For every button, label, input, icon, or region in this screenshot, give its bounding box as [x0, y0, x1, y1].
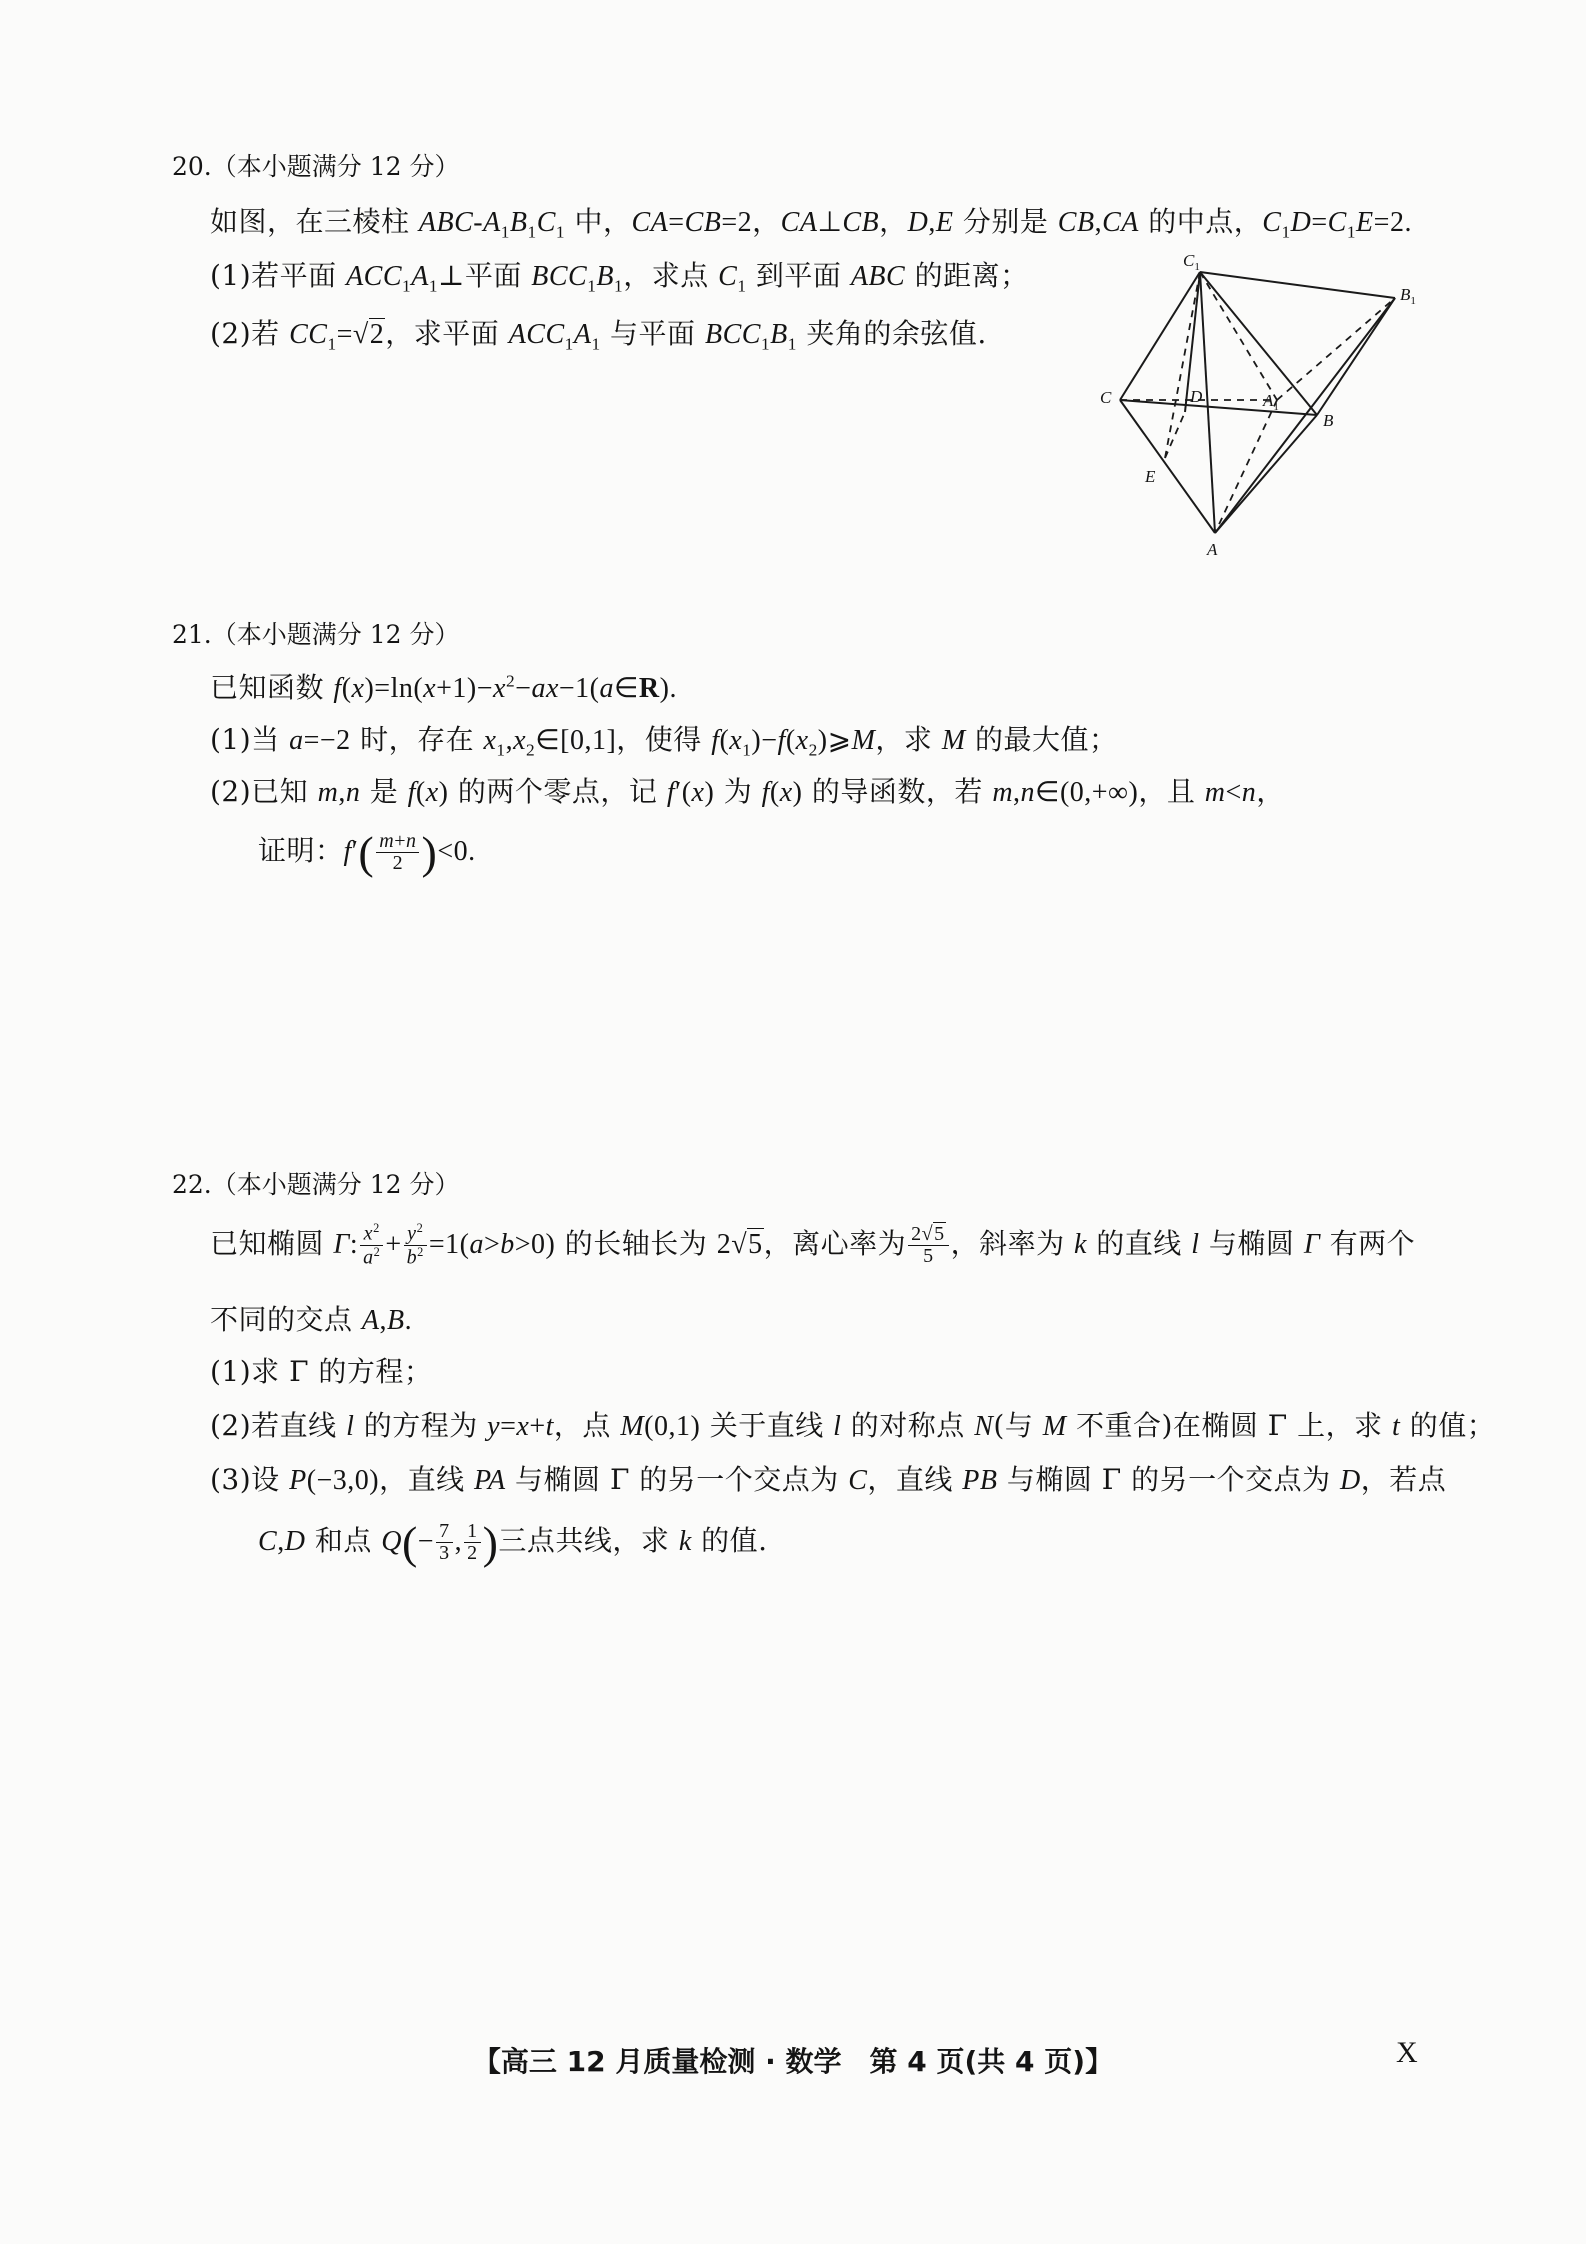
- part-1: (1)当 a=−2 时，存在 $x_1,x_2\in[0,1]$，使得 $f(x_1)-f(x_2)⩾M$，求 M 的最大值；: [210, 723, 1118, 760]
- edge-b1b: [1317, 298, 1395, 415]
- label-a1: $A_1$: [1263, 391, 1279, 413]
- label-d: D: [1190, 387, 1203, 406]
- question-stem-cont: 不同的交点 A,B.: [210, 1303, 413, 1336]
- part-1: (1)求 Γ 的方程；: [210, 1355, 433, 1388]
- question-stem: 如图，在三棱柱 ABC-$A_1B_1C_1$ 中，CA=CB=2，CA⊥CB，D,E 分别是 CB,CA 的中点，$C_1D=C_1E=2$.: [210, 205, 1412, 242]
- part-2: (2)若 $CC_1=√2$，求平面 $ACC_1A_1$ 与平面 $BCC_1B_1$ 夹角的余弦值.: [210, 317, 987, 354]
- question-header: 20.（本小题满分 12 分）: [172, 152, 460, 181]
- question-stem: 已知椭圆 Γ: $\frac{x^2}{a^2}$ + $\frac{y^2}{b^2}$ =1(a>b>0) 的长轴长为 2√5，离心率为 $\frac{2√5}{5}$ ，斜率为 k 的直线 l 与椭圆 Γ 有两个: [210, 1221, 1416, 1269]
- part-1: (1)若平面 $ACC_1A_1\perp$平面 $BCC_1B_1$，求点 $C_1$ 到平面 ABC 的距离；: [210, 259, 1029, 296]
- edge-ca: [1120, 400, 1215, 533]
- version-mark: X: [1396, 2036, 1418, 2069]
- label-c1: $C_1$: [1183, 251, 1200, 273]
- proof-statement: 证明：f′( $\frac{m+n}{2}$ )<0.: [258, 827, 476, 878]
- prism-diagram: [1095, 250, 1425, 560]
- question-stem: 已知函数 $f(x)=\ln(x+1)-x^2-ax-1(a\in R)$.: [210, 671, 677, 704]
- label-c: C: [1100, 388, 1112, 407]
- page-footer: 【高三 12 月质量检测 · 数学 第 4 页(共 4 页)】: [472, 2045, 1114, 2078]
- edge-b1a: [1215, 298, 1395, 533]
- question-header: 21.（本小题满分 12 分）: [172, 620, 460, 649]
- edge-c1a1: [1200, 272, 1277, 400]
- label-b: B: [1323, 411, 1334, 430]
- edge-c1b1: [1200, 272, 1395, 298]
- question-header: 22.（本小题满分 12 分）: [172, 1170, 460, 1199]
- part-3-cont: C,D 和点 Q(− $\frac{7}{3}$ , $\frac{1}{2}$ )三点共线，求 k 的值.: [258, 1517, 768, 1568]
- label-e: E: [1145, 467, 1156, 486]
- edge-ed: [1165, 412, 1185, 458]
- part-3: (3)设 P(−3,0)，直线 PA 与椭圆 Γ 的另一个交点为 C，直线 PB 与椭圆 Γ 的另一个交点为 D，若点: [210, 1463, 1447, 1496]
- label-b1: $B_1$: [1400, 285, 1416, 307]
- edge-a1a: [1215, 400, 1277, 533]
- label-a: A: [1207, 540, 1218, 559]
- prism-figure: [1095, 250, 1425, 560]
- part-2: (2)已知 m,n 是 f(x) 的两个零点，记 f′(x) 为 f(x) 的导函数，若 m,n∈(0,+∞)，且 m<n，: [210, 775, 1285, 808]
- edge-ab: [1215, 415, 1317, 533]
- part-2: (2)若直线 l 的方程为 y=x+t，点 M(0,1) 关于直线 l 的对称点 N(与 M 不重合)在椭圆 Γ 上，求 t 的值；: [210, 1409, 1496, 1442]
- edge-cb: [1120, 400, 1317, 415]
- edge-c1b: [1200, 272, 1317, 415]
